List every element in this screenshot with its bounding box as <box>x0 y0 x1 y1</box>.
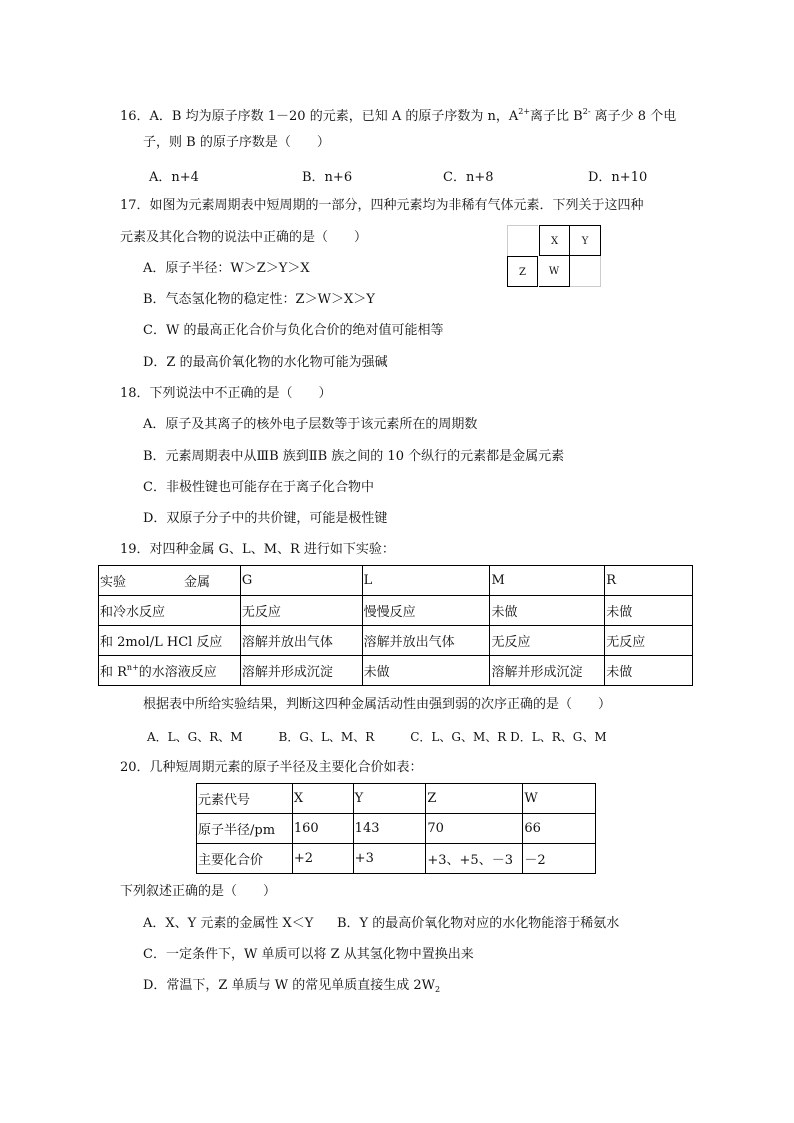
row-label <box>99 656 241 686</box>
q16-option-b: B．n+6 <box>302 170 353 185</box>
q20-option-d-subscript: 2 <box>434 985 441 994</box>
q16-charge-a: 2+ <box>518 107 531 116</box>
table-cell: 160 <box>292 814 353 844</box>
q20-table <box>196 783 596 874</box>
q19-question: 根据表中所给实验结果，判断这四种金属活动性由强到弱的次序正确的是（ ） <box>143 697 612 712</box>
table-row <box>197 814 596 844</box>
table-row <box>197 784 596 814</box>
table-row <box>197 844 596 874</box>
q16-line1 <box>120 104 676 125</box>
q18-stem: 18．下列说法中不正确的是（ ） <box>120 386 332 401</box>
q17-option-b: B．气态氢化物的稳定性：Z＞W＞X＞Y <box>143 292 375 307</box>
table-cell: 70 <box>426 814 523 844</box>
table-cell: 无反应 <box>490 626 605 656</box>
table-header: 元素代号 <box>197 784 293 814</box>
table-row <box>99 626 693 656</box>
q17-option-d: D．Z 的最高价氧化物的水化物可能为强碱 <box>143 355 388 370</box>
q19-header-diagonal <box>99 566 241 596</box>
q20-stem: 20．几种短周期元素的原子半径及主要化合价如表： <box>120 760 423 775</box>
table-cell: 未做 <box>490 596 605 626</box>
table-header: Z <box>426 784 523 814</box>
row-label-text: 和 R <box>100 665 127 680</box>
grid-cell-y: Y <box>570 225 601 256</box>
q17-option-a: A．原子半径：W＞Z＞Y＞X <box>143 261 310 276</box>
table-cell: +2 <box>292 844 353 874</box>
table-header: X <box>292 784 353 814</box>
table-cell: +3、+5、－3 <box>426 844 523 874</box>
header-metal: 金属 <box>184 575 211 590</box>
q16-text-a: 16．A．B 均为原子序数 1－20 的元素，已知 A 的原子序数为 n，A <box>120 109 519 124</box>
q20-option-d <box>143 978 440 998</box>
table-cell: －2 <box>523 844 596 874</box>
row-label: 主要化合价 <box>197 844 293 874</box>
table-cell: 143 <box>353 814 426 844</box>
grid-cell-x: X <box>539 225 570 256</box>
table-cell: 溶解并形成沉淀 <box>240 656 362 686</box>
table-cell: 无反应 <box>605 626 693 656</box>
table-row <box>99 596 693 626</box>
table-cell: 未做 <box>362 656 490 686</box>
q16-charge-b: 2- <box>582 107 591 116</box>
table-cell: +3 <box>353 844 426 874</box>
q17-line2: 元素及其化合物的说法中正确的是（ ） <box>120 230 368 245</box>
table-cell: 溶解并放出气体 <box>362 626 490 656</box>
q20-option-d-text: D．常温下，Z 单质与 W 的常见单质直接生成 2W <box>143 978 435 993</box>
q16-text-c: 离子少 8 个电 <box>590 109 677 124</box>
header-experiment: 实验 <box>100 575 127 590</box>
periodic-table-fragment <box>507 225 603 289</box>
table-cell: 慢慢反应 <box>362 596 490 626</box>
q19-metal-m: M <box>490 566 605 596</box>
grid-empty-cell-bottom-right <box>570 256 601 287</box>
grid-cell-w: W <box>539 256 570 287</box>
q18-option-c: C．非极性键也可能存在于离子化合物中 <box>143 480 374 495</box>
q16-text-b: 离子比 B <box>530 109 583 124</box>
table-cell: 无反应 <box>240 596 362 626</box>
q20-option-b: B．Y 的最高价氧化物对应的水化物能溶于稀氨水 <box>337 916 620 931</box>
q16-option-a: A．n+4 <box>149 170 199 185</box>
row-label: 和 2mol/L HCl 反应 <box>99 626 241 656</box>
q19-metal-r: R <box>605 566 693 596</box>
table-cell: 未做 <box>605 596 693 626</box>
row-label: 和冷水反应 <box>99 596 241 626</box>
q17-option-c: C．W 的最高正化合价与负化合价的绝对值可能相等 <box>143 323 444 338</box>
table-cell: 溶解并形成沉淀 <box>490 656 605 686</box>
q16-option-c: C．n+8 <box>443 170 494 185</box>
table-row <box>99 656 693 686</box>
q17-line1: 17．如图为元素周期表中短周期的一部分，四种元素均为非稀有气体元素．下列关于这四种 <box>120 198 644 213</box>
q16-line2: 子，则 B 的原子序数是（ ） <box>143 135 330 150</box>
q18-option-a: A．原子及其离子的核外电子层数等于该元素所在的周期数 <box>143 417 478 432</box>
q19-options: A．L、G、R、M B．G、L、M、R C．L、G、M、R D．L、R、G、M <box>147 730 607 744</box>
table-header: W <box>523 784 596 814</box>
grid-empty-cell-top-left <box>507 225 538 256</box>
q19-metal-l: L <box>362 566 490 596</box>
table-cell: 未做 <box>605 656 693 686</box>
q20-question: 下列叙述正确的是（ ） <box>120 884 277 899</box>
q18-option-b: B．元素周期表中从ⅢB 族到ⅡB 族之间的 10 个纵行的元素都是金属元素 <box>143 449 565 464</box>
q19-table <box>98 565 693 686</box>
table-cell: 66 <box>523 814 596 844</box>
q19-metal-g: G <box>240 566 362 596</box>
q19-header-row <box>99 566 693 596</box>
ion-charge: n+ <box>126 663 139 672</box>
q20-option-c: C．一定条件下，W 单质可以将 Z 从其氢化物中置换出来 <box>143 947 474 962</box>
table-cell: 溶解并放出气体 <box>240 626 362 656</box>
table-header: Y <box>353 784 426 814</box>
row-label-text: 的水溶液反应 <box>138 665 217 680</box>
row-label: 原子半径/pm <box>197 814 293 844</box>
q20-option-a: A．X、Y 元素的金属性 X＜Y <box>143 916 314 931</box>
q18-option-d: D．双原子分子中的共价键，可能是极性键 <box>143 511 388 526</box>
grid-cell-z: Z <box>507 256 538 287</box>
q16-option-d: D．n+10 <box>588 170 648 185</box>
q19-stem: 19．对四种金属 G、L、M、R 进行如下实验： <box>120 542 395 557</box>
